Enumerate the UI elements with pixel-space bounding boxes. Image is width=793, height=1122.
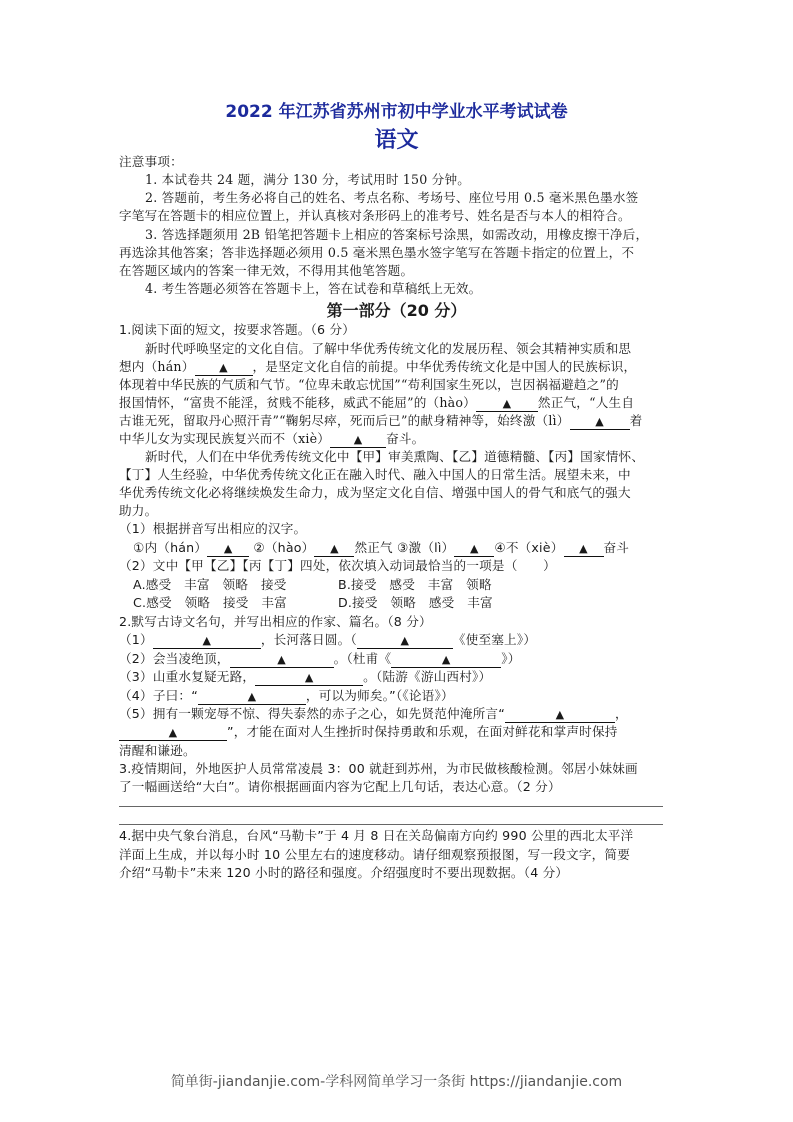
answer-blank[interactable]: ▲ [153, 633, 261, 649]
q1-text-part: 想内（hán） [119, 359, 195, 374]
q2-text: 清醒和谦逊。 [119, 743, 196, 758]
pinyin-item: ②（hào） [253, 540, 315, 555]
option-b[interactable]: B.接受 感受 丰富 领略 [338, 577, 492, 592]
q1-prompt: 1.阅读下面的短文，按要求答题。（6 分） [119, 322, 356, 337]
q2-item [119, 631, 675, 649]
section-title: 第一部分（20 分） [326, 301, 467, 320]
q2-text: 。（杜甫《 [333, 651, 392, 666]
q2-text: 。（陆游《游山西村》） [363, 669, 492, 684]
option-d[interactable]: D.接受 领略 感受 丰富 [338, 595, 493, 610]
q2-text: ”，才能在面对人生挫折时保持勇敢和乐观，在面对鲜花和掌声时保持 [227, 724, 618, 739]
answer-blank[interactable]: ▲ [330, 432, 386, 448]
q4-text: 4.据中央气象台消息，台风“马勒卡”于 4 月 8 日在关岛偏南方向约 990 公里的西北太平洋 [119, 828, 634, 843]
q1-text [119, 430, 675, 448]
answer-blank[interactable]: ▲ [505, 707, 615, 723]
option-a[interactable]: A.感受 丰富 领略 接受 [133, 577, 287, 592]
answer-blank[interactable]: ▲ [195, 360, 253, 376]
q2-text: 《使至塞上》） [452, 632, 537, 647]
q2-item [119, 650, 675, 668]
exam-title: 2022 年江苏省苏州市初中学业水平考试试卷 [225, 102, 568, 122]
q1-sub1-items [119, 539, 675, 557]
q2-text: 子曰：“ [152, 688, 198, 703]
item-number: （2） [119, 651, 153, 666]
q3-text: 了一幅画送给“大白”。请你根据画面内容为它配上几句话，表达心意。（2 分） [119, 779, 561, 794]
q2-text: ，长河落日圆。（ [260, 632, 357, 647]
q1-text: 体现着中华民族的气质和气节。“位卑未敢忘忧国”“苟利国家生死以，岂因祸福避趋之”的 [119, 377, 619, 392]
q2-text: ，可以为师矣。”（《论语》） [305, 688, 454, 703]
q1-text-part: 奋斗。 [386, 431, 425, 446]
q1-text: 【丁】人生经验，中华优秀传统文化正在融入时代、融入中国人的日常生活。展望未来，中 [119, 467, 631, 482]
q2-text: （5）拥有一颗宠辱不惊、得失泰然的赤子之心，如先贤范仲淹所言“ [119, 706, 505, 721]
q2-item [119, 687, 675, 705]
q1-sub1-prompt: （1）根据拼音写出相应的汉字。 [119, 521, 307, 536]
answer-blank[interactable]: ▲ [207, 541, 249, 557]
answer-blank[interactable]: ▲ [230, 652, 334, 668]
answer-blank[interactable]: ▲ [119, 725, 227, 741]
answer-blank[interactable]: ▲ [391, 652, 501, 668]
subject-title: 语文 [374, 128, 419, 153]
q2-item [119, 723, 675, 741]
item-number: （3） [119, 669, 153, 684]
note-item: 2. 答题前，考生务必将自己的姓名、考点名称、考场号、座位号用 0.5 毫米黑色墨水签 [145, 190, 639, 205]
q3-text: 3.疫情期间，外地医护人员常常凌晨 3：00 就赶到苏州，为市民做核酸检测。邻居小妹妹画 [119, 761, 638, 776]
q1-text-part: 古谁无死，留取丹心照汗青”“鞠躬尽瘁，死而后已”的献身精神等，始终激（lì） [119, 413, 570, 428]
note-item: 1. 本试卷共 24 题，满分 130 分，考试用时 150 分钟。 [145, 172, 471, 187]
answer-blank[interactable]: ▲ [314, 541, 354, 557]
pinyin-item: ①内（hán） [133, 540, 208, 555]
q1-text-part: ，是坚定文化自信的前提。中华优秀传统文化是中国人的民族标识， [252, 359, 637, 374]
q1-text: 新时代呼唤坚定的文化自信。了解中华优秀传统文化的发展历程、领会其精神实质和思 [145, 341, 632, 356]
q1-options-row [119, 594, 675, 612]
q1-text: 华优秀传统文化必将继续焕发生命力，成为坚定文化自信、增强中国人的骨气和底气的强大 [119, 485, 631, 500]
q1-text [119, 394, 675, 412]
item-number: （4） [119, 688, 153, 703]
answer-blank[interactable]: ▲ [357, 633, 453, 649]
option-c[interactable]: C.感受 领略 接受 丰富 [133, 595, 287, 610]
answer-blank[interactable]: ▲ [476, 396, 538, 412]
footer-watermark: 简单街-jiandanjie.com-学科网简单学习一条街 https://jiandanjie.com [170, 1074, 623, 1090]
answer-writing-line[interactable] [119, 806, 663, 807]
q4-text: 介绍“马勒卡”未来 120 小时的路径和强度。介绍强度时不要出现数据。（4 分） [119, 865, 569, 880]
answer-writing-line[interactable] [119, 824, 663, 825]
q1-text: 助力。 [119, 503, 158, 518]
q2-text: 》） [501, 651, 521, 666]
pinyin-item: ④不（xiè） [494, 540, 564, 555]
note-item: 再选涂其他答案；答非选择题必须用 0.5 毫米黑色墨水签字笔写在答题卡指定的位置上，不 [119, 245, 635, 260]
item-number: （1） [119, 632, 153, 647]
q2-prompt: 2.默写古诗文名句，并写出相应的作家、篇名。（8 分） [119, 614, 432, 629]
notes-heading: 注意事项： [119, 154, 183, 169]
answer-blank[interactable]: ▲ [198, 689, 306, 705]
answer-blank[interactable]: ▲ [570, 414, 630, 430]
note-item: 字笔写在答题卡的相应位置上，并认真核对条形码上的准考号、姓名是否与本人的相符合。 [119, 208, 631, 223]
q1-options-row [119, 576, 675, 594]
note-item: 3. 答选择题须用 2B 铅笔把答题卡上相应的答案标号涂黑，如需改动，用橡皮擦干净后， [145, 227, 649, 242]
pinyin-item: 奋斗 [603, 540, 630, 555]
q2-text: ， [614, 706, 628, 721]
answer-blank[interactable]: ▲ [255, 670, 363, 686]
q1-text-part: 报国情怀，“富贵不能淫，贫贱不能移，威武不能屈”的（hào） [119, 395, 476, 410]
q1-text-part: 然正气，“人生自 [537, 395, 635, 410]
q4-text: 洋面上生成，并以每小时 10 公里左右的速度移动。请仔细观察预报图，写一段文字，简要 [119, 847, 630, 862]
pinyin-item: 然正气 ③激（lì） [354, 540, 455, 555]
q1-text [119, 358, 675, 376]
q1-text [119, 412, 675, 430]
q2-text: 会当凌绝顶， [152, 651, 230, 666]
note-item: 4. 考生答题必须答在答题卡上，答在试卷和草稿纸上无效。 [145, 281, 482, 296]
note-item: 在答题区域内的答案一律无效，不得用其他笔答题。 [119, 263, 414, 278]
q2-item [119, 668, 675, 686]
q2-item [119, 705, 675, 723]
q1-text-part: 中华儿女为实现民族复兴而不（xiè） [119, 431, 331, 446]
answer-blank[interactable]: ▲ [454, 541, 494, 557]
answer-blank[interactable]: ▲ [564, 541, 604, 557]
q1-text-part: 着 [629, 413, 643, 428]
q1-sub2-prompt: （2）文中【甲【乙】【丙【丁】四处，依次填入动词最恰当的一项是（ ） [119, 558, 556, 573]
q1-text: 新时代，人们在中华优秀传统文化中【甲】审美熏陶、【乙】道德精髓、【丙】国家情怀、 [145, 449, 645, 464]
q2-text: 山重水复疑无路， [152, 669, 256, 684]
